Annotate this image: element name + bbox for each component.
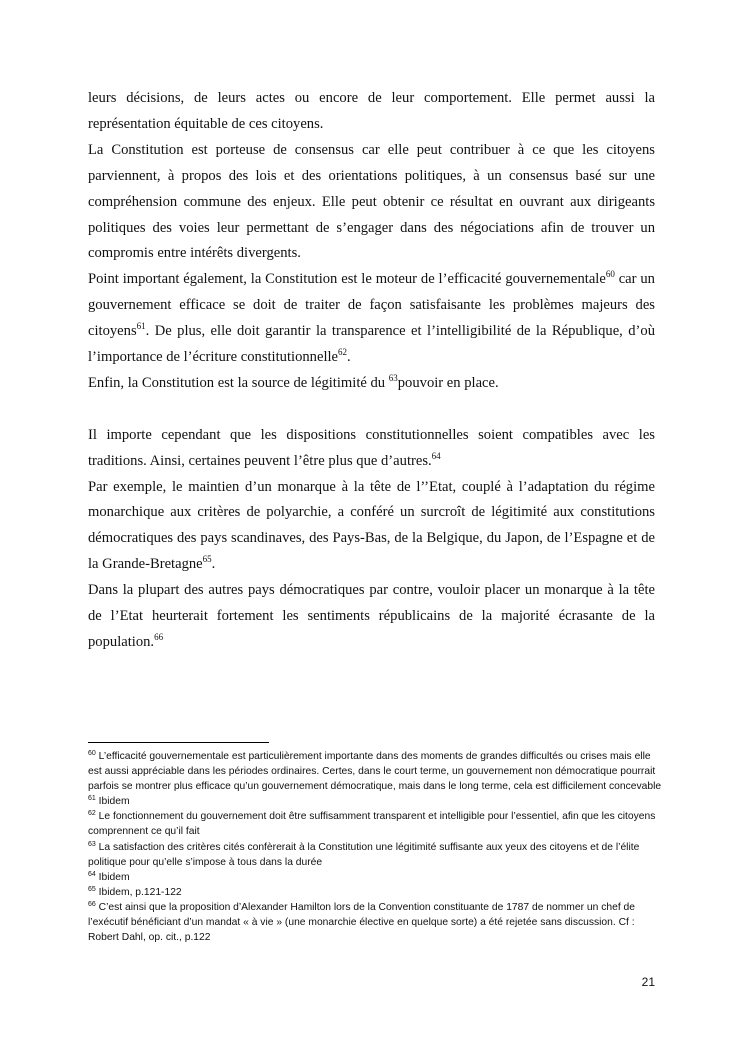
- footnote-ref[interactable]: 66: [154, 632, 164, 643]
- paragraph: Il importe cependant que les dispositions constitutionnelles soient compatibles avec les traditions. Ainsi, certaines peuvent l’être plus que d’autres.$^{64}$: [88, 426, 655, 469]
- footnote-ref[interactable]: 61: [136, 321, 146, 332]
- footnote: $^{61}$ Ibidem: [88, 795, 130, 808]
- footnote: $^{60}$ L’efficacité gouvernementale est particulièrement importante dans des moments de grandes difficultés ou crises mais elle est aussi appréciable dans les périodes ordinaires. Certes, dans le court terme, un gouvernement non démocratique pourrait parfois se montrer plus efficace qu’un gouvernement démocratique, mais dans le long terme, cela est difficilement concevable: [88, 750, 662, 793]
- footnote: $^{64}$ Ibidem: [88, 870, 130, 883]
- footnote-ref[interactable]: 62: [338, 347, 348, 358]
- footnote-ref[interactable]: 63: [388, 372, 398, 383]
- footnote-ref[interactable]: 64: [431, 450, 441, 461]
- footnote-ref[interactable]: 60: [605, 269, 615, 280]
- paragraph: Par exemple, le maintien d’un monarque à la tête de l’’Etat, couplé à l’adaptation du régime monarchique aux critères de polyarchie, a conféré un surcroît de légitimité aux constitutions démocratiques des pays scandinaves, des Pays-Bas, de la Belgique, du Japon, de l’Espagne et de la Grande-Bretagne$^{65}$.: [88, 478, 655, 573]
- paragraph: Enfin, la Constitution est la source de légitimité du $^{63}$pouvoir en place.: [88, 372, 499, 391]
- footnote-ref[interactable]: 65: [202, 554, 212, 565]
- footnote: $^{66}$ C’est ainsi que la proposition d’Alexander Hamilton lors de la Convention constituante de 1787 de nommer un chef de l’exécutif bénéficiant d’un mandat « à vie » (une monarchie élective en quelque sorte) a été rejetée sans discussion. Cf : Robert Dahl, op. cit., p.122: [88, 900, 635, 944]
- paragraph-gap: [88, 397, 655, 423]
- footnote: $^{63}$ La satisfaction des critères cités confèrerait à la Constitution une légitimité suffisante aux yeux des citoyens et de l’élite politique pour qu’elle s’impose à tous dans la durée: [88, 840, 640, 868]
- paragraph: La Constitution est porteuse de consensus car elle peut contribuer à ce que les citoyens parviennent, à propos des lois et des orientations politiques, à un consensus basé sur une compréhension commune des enjeux. Elle peut obtenir ce résultat en ouvrant aux dirigeants politiques des voies leur permettant de s’engager dans des négociations afin de trouver un compromis entre intérêts divergents.: [88, 141, 655, 262]
- paragraph: Dans la plupart des autres pays démocratiques par contre, vouloir placer un monarque à la tête de l’Etat heurterait fortement les sentiments républicains de la majorité écrasante de la population.$^{66}$: [88, 582, 655, 651]
- paragraph: leurs décisions, de leurs actes ou encore de leur comportement. Elle permet aussi la représentation équitable de ces citoyens.: [88, 90, 655, 132]
- paragraph: Point important également, la Constitution est le moteur de l’efficacité gouvernementale$^{60}$ car un gouvernement efficace se doit de traiter de façon satisfaisante les problèmes majeurs des citoyens$^{61}$. De plus, elle doit garantir la transparence et l’intelligibilité de la République, d’où l’importance de l’écriture constitutionnelle$^{62}$.: [88, 269, 655, 366]
- body-text: [88, 86, 655, 656]
- footnote: $^{65}$ Ibidem, p.121-122: [88, 885, 182, 898]
- footnote: $^{62}$ Le fonctionnement du gouvernement doit être suffisamment transparent et intelligible pour l’essentiel, afin que les citoyens comprennent ce qu’il fait: [88, 810, 656, 838]
- footnote-separator: [88, 742, 269, 743]
- page-number: 21: [641, 975, 655, 989]
- footnotes: [88, 749, 663, 945]
